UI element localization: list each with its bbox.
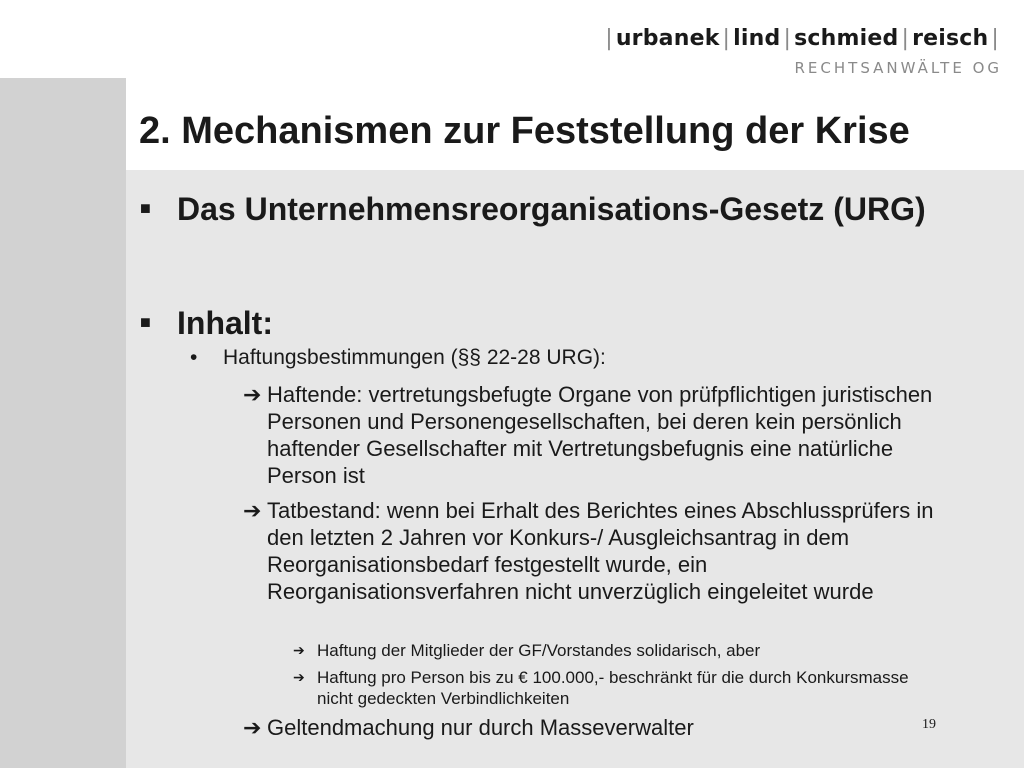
logo-separator: |	[783, 26, 792, 51]
logo-separator: |	[991, 26, 999, 51]
bullet-urg-text: Das Unternehmensreorganisations-Gesetz (URG)	[177, 191, 926, 227]
sub-bullet-text: Haftungsbestimmungen (§§ 22-28 URG):	[223, 346, 606, 369]
left-decor-strip	[0, 78, 126, 768]
square-bullet-icon: ■	[140, 312, 151, 332]
logo-name-urbanek: urbanek	[615, 26, 720, 51]
arrow-item-haftende	[243, 381, 963, 489]
right-arrow-icon: ➔	[243, 498, 262, 523]
logo-subtitle: RECHTSANWÄLTE OG	[794, 59, 1002, 77]
arrow-item-tatbestand	[243, 497, 963, 605]
arrow-item-geltendmachung	[243, 714, 963, 741]
slide-title: 2. Mechanismen zur Feststellung der Krise	[139, 110, 910, 152]
logo-name-lind: lind	[733, 26, 781, 51]
right-arrow-icon: ➔	[293, 669, 305, 685]
round-bullet-icon: •	[190, 346, 198, 369]
right-arrow-icon: ➔	[243, 715, 262, 740]
logo-separator: |	[722, 26, 731, 51]
square-bullet-icon: ■	[140, 198, 151, 218]
right-arrow-icon: ➔	[293, 642, 305, 658]
logo-separator: |	[901, 26, 910, 51]
logo-separator: |	[605, 26, 613, 51]
arrow-item-text: Haftende: vertretungsbefugte Organe von prüfpflichtigen juristischen Personen und Personengesellschaften, bei deren kein persönlich haftender Gesellschafter mit Vertretungsbefugnis eine natürliche Person ist	[267, 382, 933, 488]
logo-name-schmied: schmied	[794, 26, 899, 51]
nested-item-text: Haftung pro Person bis zu € 100.000,- beschränkt für die durch Konkursmasse nicht gedeckten Verbindlichkeiten	[317, 668, 909, 708]
nested-item-haftung-pro-person	[293, 667, 913, 709]
arrow-item-text: Tatbestand: wenn bei Erhalt des Berichtes eines Abschlussprüfers in den letzten 2 Jahren vor Konkurs-/ Ausgleichsantrag in dem Reorganisationsbedarf festgestellt wurde, ein Reorganisationsverfahren nicht unverzüglich eingeleitet wurde	[267, 498, 934, 604]
nested-item-text: Haftung der Mitglieder der GF/Vorstandes solidarisch, aber	[317, 641, 761, 660]
nested-item-solidarisch	[293, 640, 913, 661]
right-arrow-icon: ➔	[243, 382, 262, 407]
bullet-inhalt-text: Inhalt:	[177, 305, 273, 341]
logo-name-reisch: reisch	[912, 26, 989, 51]
page-number: 19	[922, 717, 936, 732]
firm-logo	[602, 26, 1002, 77]
logo-names	[602, 26, 1002, 51]
arrow-item-text: Geltendmachung nur durch Masseverwalter	[267, 715, 694, 740]
